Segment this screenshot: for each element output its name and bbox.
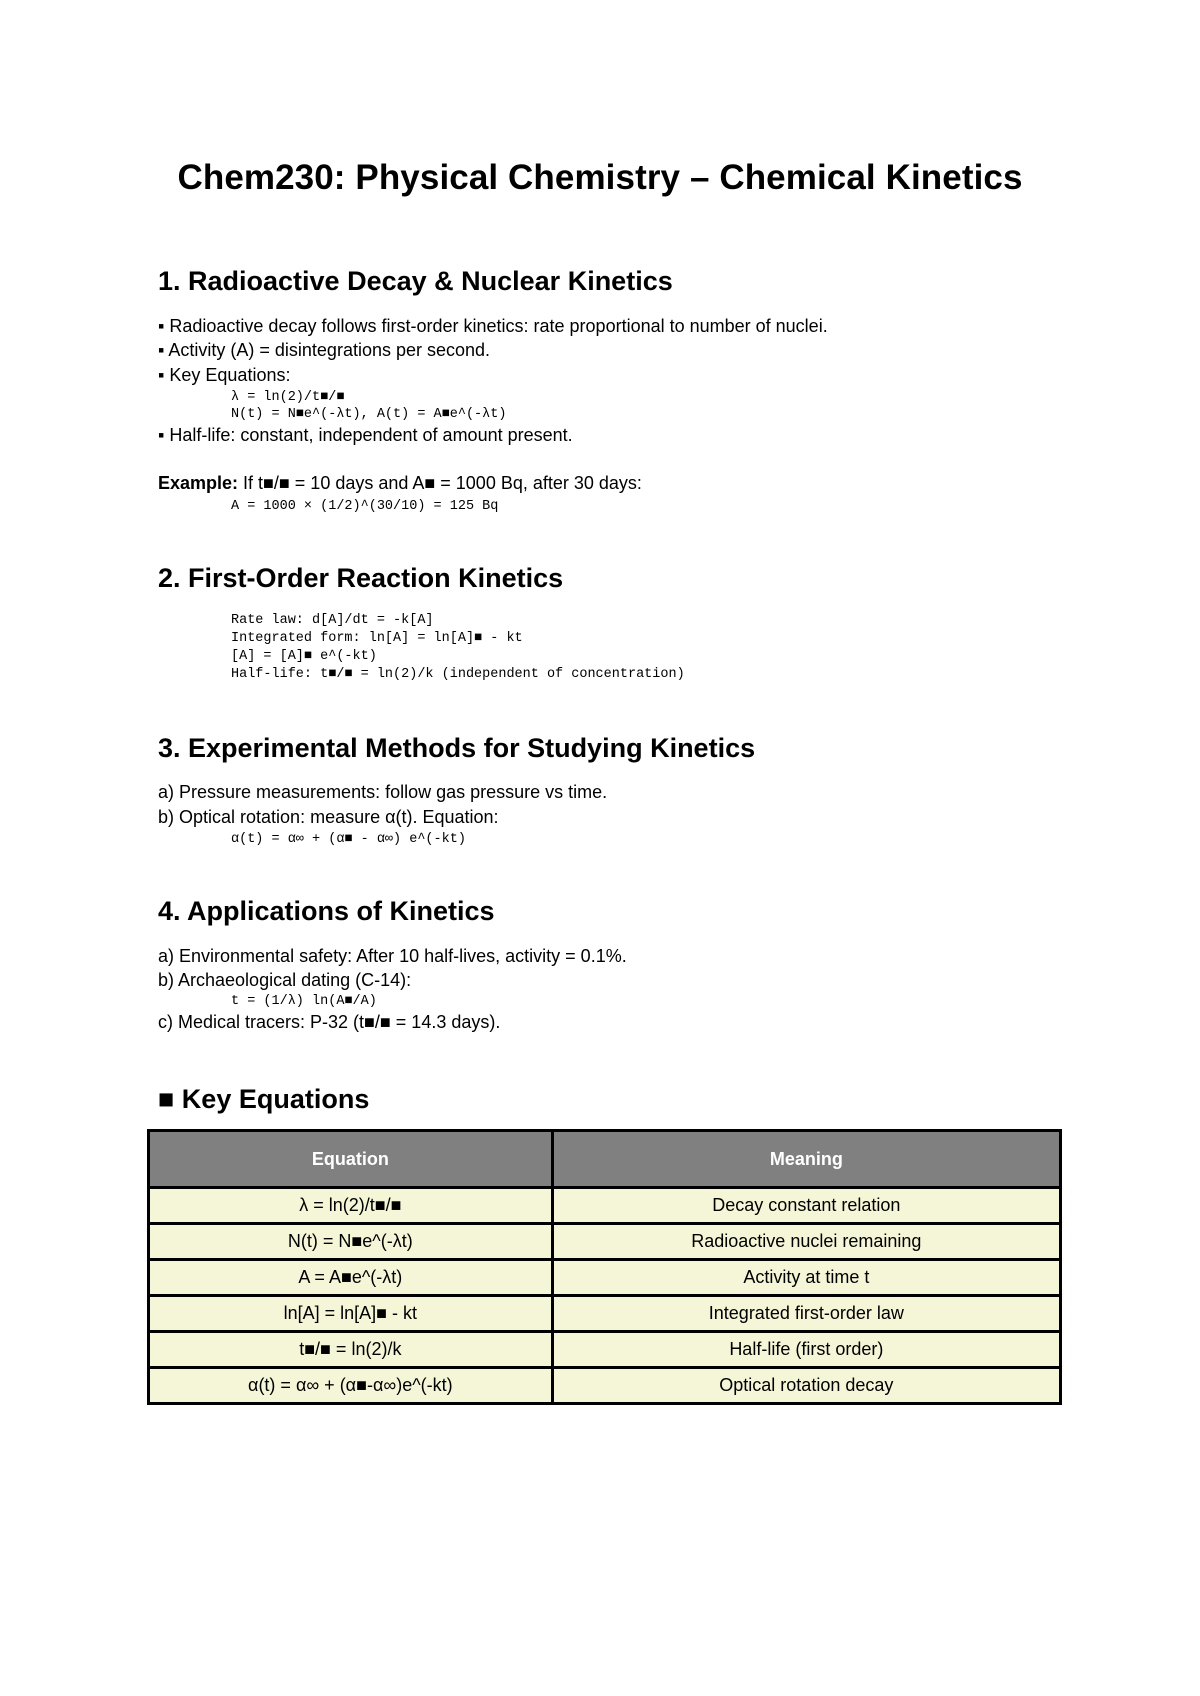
meaning-cell: Integrated first-order law (552, 1296, 1060, 1332)
table-row (149, 1224, 1061, 1260)
example-text: If t■/■ = 10 days and A■ = 1000 Bq, after 30 days: (238, 473, 642, 493)
meaning-cell: Radioactive nuclei remaining (552, 1224, 1060, 1260)
section-4-heading: 4. Applications of Kinetics (158, 896, 495, 926)
equation-cell: t■/■ = ln(2)/k (149, 1332, 553, 1368)
column-header-equation: Equation (149, 1131, 553, 1188)
equation-cell: λ = ln(2)/t■/■ (149, 1188, 553, 1224)
section-1-bullet: ▪ Half-life: constant, independent of amount present. (158, 425, 573, 445)
section-3-heading: 3. Experimental Methods for Studying Kinetics (158, 733, 756, 763)
key-equations-heading: ■ Key Equations (158, 1084, 370, 1114)
table-row (149, 1296, 1061, 1332)
meaning-cell: Decay constant relation (552, 1188, 1060, 1224)
section-4-item-a: a) Environmental safety: After 10 half-lives, activity = 0.1%. (158, 946, 627, 966)
section-4-item-b: b) Archaeological dating (C-14): (158, 970, 412, 990)
section-3-item-b: b) Optical rotation: measure α(t). Equation: (158, 807, 499, 827)
meaning-cell: Half-life (first order) (552, 1332, 1060, 1368)
section-3-item-a: a) Pressure measurements: follow gas pressure vs time. (158, 782, 608, 802)
equation-cell: N(t) = N■e^(-λt) (149, 1224, 553, 1260)
example-label: Example: (158, 473, 239, 493)
table-row (149, 1188, 1061, 1224)
section-1-bullet: ▪ Activity (A) = disintegrations per second. (158, 340, 491, 360)
equation-line: N(t) = N■e^(-λt), A(t) = A■e^(-λt) (231, 407, 507, 422)
section-1-heading: 1. Radioactive Decay & Nuclear Kinetics (158, 266, 673, 296)
table-row (149, 1260, 1061, 1296)
column-header-meaning: Meaning (552, 1131, 1060, 1188)
equation-cell: ln[A] = ln[A]■ - kt (149, 1296, 553, 1332)
equation-line: [A] = [A]■ e^(-kt) (231, 649, 377, 664)
page-title: Chem230: Physical Chemistry – Chemical Kinetics (177, 158, 1023, 197)
section-4-item-c: c) Medical tracers: P-32 (t■/■ = 14.3 days). (158, 1012, 501, 1032)
meaning-cell: Activity at time t (552, 1260, 1060, 1296)
table-row (149, 1332, 1061, 1368)
equation-cell: A = A■e^(-λt) (149, 1260, 553, 1296)
section-1-bullet: ▪ Radioactive decay follows first-order kinetics: rate proportional to number of nuclei. (158, 316, 828, 336)
equation-line: Rate law: d[A]/dt = -k[A] (231, 613, 434, 628)
section-2-heading: 2. First-Order Reaction Kinetics (158, 563, 564, 593)
table-header-row (149, 1131, 1061, 1188)
equation-line: α(t) = α∞ + (α■ - α∞) e^(-kt) (231, 832, 466, 847)
example-paragraph (158, 472, 642, 494)
equation-line: Half-life: t■/■ = ln(2)/k (independent of concentration) (231, 667, 685, 682)
example-equation: A = 1000 × (1/2)^(30/10) = 125 Bq (231, 499, 499, 514)
equation-line: t = (1/λ) ln(A■/A) (231, 994, 377, 1009)
key-equations-table (147, 1129, 1062, 1405)
table-row (149, 1368, 1061, 1404)
equation-cell: α(t) = α∞ + (α■-α∞)e^(-kt) (149, 1368, 553, 1404)
meaning-cell: Optical rotation decay (552, 1368, 1060, 1404)
equation-line: Integrated form: ln[A] = ln[A]■ - kt (231, 631, 523, 646)
equation-line: λ = ln(2)/t■/■ (231, 390, 345, 405)
section-1-bullet: ▪ Key Equations: (158, 365, 291, 385)
